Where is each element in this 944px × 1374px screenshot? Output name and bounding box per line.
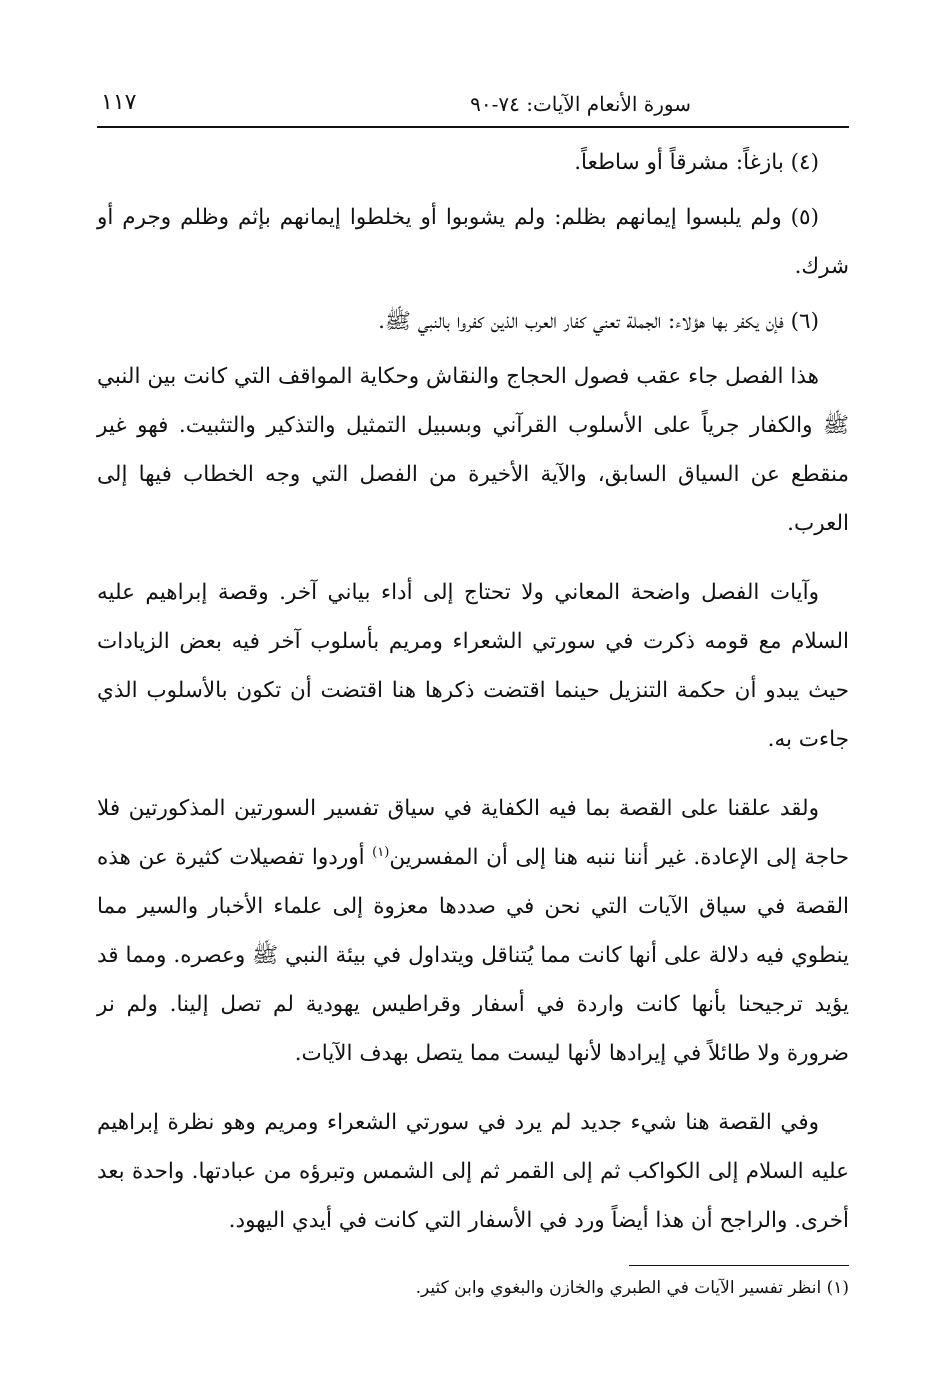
glossary-note: (٤) بازغاً: مشرقاً أو ساطعاً. xyxy=(574,150,819,175)
glossary-note: (٦) فإن يكفر بها هؤلاء: الجملة تعني كفار العرب الذين كفروا بالنبي ﷺ. xyxy=(378,309,819,334)
footnote: (١) انظر تفسير الآيات في الطبري والخازن والبغوي وابن كثير. xyxy=(415,1278,849,1298)
glossary-notes xyxy=(97,138,849,346)
book-page xyxy=(97,88,849,1308)
paragraph-text: أوردوا تفصيلات كثيرة عن هذه القصة في سياق الآيات التي نحن في صددها معزوة إلى علماء الأخبار والسير مما ينطوي فيه دلالة على أنها كانت مما يُتناقل ويتداول في بيئة النبي ﷺ وعصره. ومما قد يؤيد ترجيحنا بأنها كانت واردة في أسفار وقراطيس يهودية لم تصل إلينا. ولم نر ضرورة ولا طائلاً في إيرادها لأنها ليست مما يتصل بهدف الآيات. xyxy=(97,845,849,1066)
glossary-note: (٥) ولم يلبسوا إيمانهم بظلم: ولم يشوبوا أو يخلطوا إيمانهم بإثم وظلم وجرم أو شرك. xyxy=(97,205,849,279)
running-title: سورة الأنعام الآيات: ٧٤-٩٠ xyxy=(470,92,691,116)
paragraph xyxy=(97,784,849,1078)
page-number: ١١٧ xyxy=(101,90,137,115)
paragraph-text: ولقد علقنا على القصة بما فيه الكفاية في سياق تفسير السورتين المذكورتين فلا حاجة إلى الإعادة. غير أننا ننبه هنا إلى أن المفسرين xyxy=(97,796,850,870)
commentary-body xyxy=(97,352,849,1245)
paragraph: وفي القصة هنا شيء جديد لم يرد في سورتي الشعراء ومريم وهو نظرة إبراهيم عليه السلام إلى الكواكب ثم إلى القمر ثم إلى الشمس وتبرؤه من عبادتها. واحدة بعد أخرى. والراجح أن هذا أيضاً ورد في الأسفار التي كانت في أيدي اليهود. xyxy=(97,1110,849,1233)
page-header xyxy=(97,88,849,128)
footnote-divider xyxy=(629,1265,849,1266)
paragraph: هذا الفصل جاء عقب فصول الحجاج والنقاش وحكاية المواقف التي كانت بين النبي ﷺ والكفار جرياً على الأسلوب القرآني وبسبيل التمثيل والتذكير والتثبيت. فهو غير منقطع عن السياق السابق، والآية الأخيرة من الفصل التي وجه الخطاب فيها إلى العرب. xyxy=(97,364,849,536)
paragraph: وآيات الفصل واضحة المعاني ولا تحتاج إلى أداء بياني آخر. وقصة إبراهيم عليه السلام مع قومه ذكرت في سورتي الشعراء ومريم بأسلوب آخر فيه بعض الزيادات حيث يبدو أن حكمة التنزيل حينما اقتضت ذكرها هنا اقتضت أن تكون بالأسلوب الذي جاءت به. xyxy=(97,580,849,752)
footnote-reference: (١) xyxy=(372,844,390,860)
